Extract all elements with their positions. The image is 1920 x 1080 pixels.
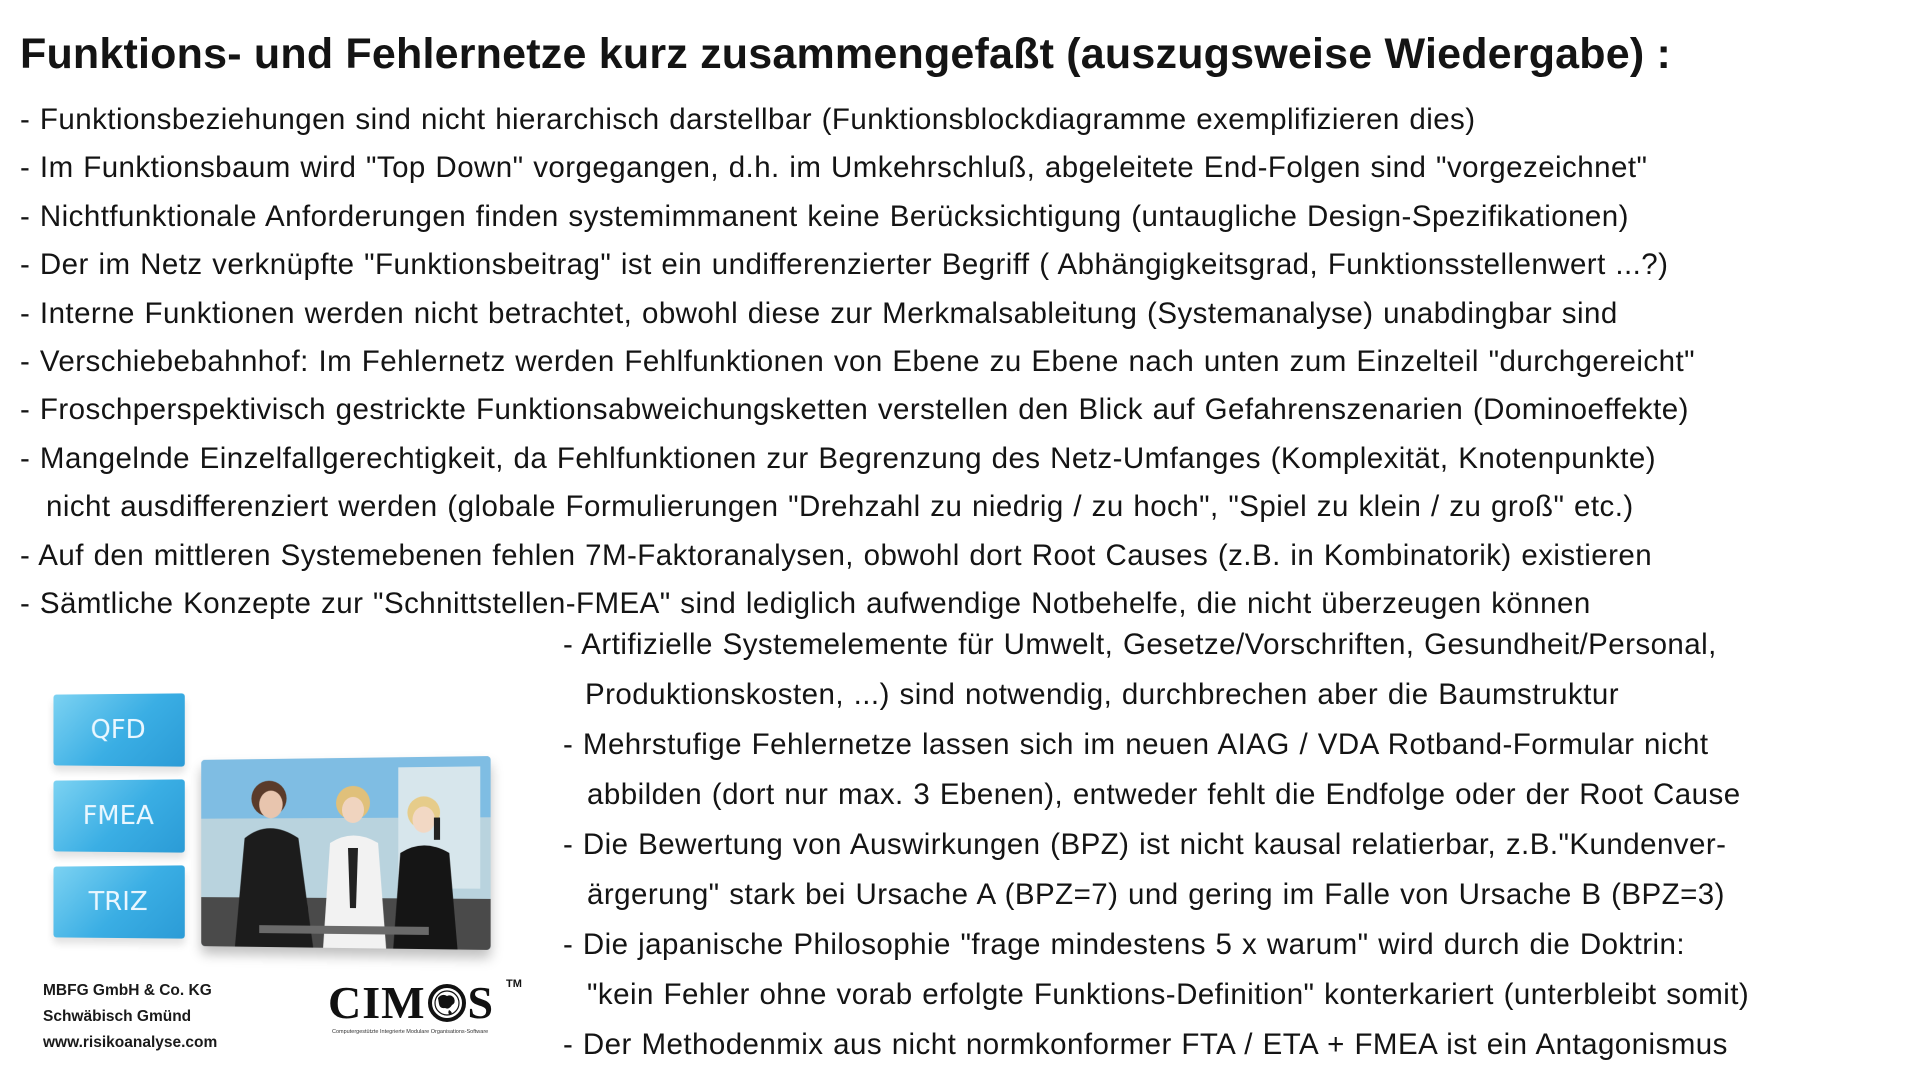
company-website: www.risikoanalyse.com <box>43 1034 218 1051</box>
logo-text-right: S <box>467 977 495 1028</box>
fmea-tile: FMEA <box>53 779 184 852</box>
logo-text-left: CIM <box>328 977 426 1028</box>
page-title: Funktions- und Fehlernetze kurz zusammengefaßt (auszugsweise Wiedergabe) : <box>20 30 1672 78</box>
logo-tagline: Computergestützte Integrierte Modulare Organisations-Software <box>332 1029 489 1035</box>
triz-tile: TRIZ <box>53 865 184 938</box>
sub-bullet-item: - Die japanische Philosophie "frage mindestens 5 x warum" wird durch die Doktrin: <box>563 928 1686 961</box>
sub-bullet-continuation-text: ärgerung" stark bei Ursache A (BPZ=7) und gering im Falle von Ursache B (BPZ=3) <box>587 878 1725 911</box>
main-bullet-list <box>20 96 1920 628</box>
logo-trademark: TM <box>506 978 522 990</box>
sub-bullet-item: - Artifizielle Systemelemente für Umwelt, Gesetze/Vorschriften, Gesundheit/Personal, <box>563 628 1717 661</box>
bullet-item: - Sämtliche Konzepte zur "Schnittstellen-FMEA" sind lediglich aufwendige Notbehelfe, die nicht überzeugen können <box>20 587 1591 621</box>
company-name: MBFG GmbH & Co. KG <box>43 982 212 999</box>
sub-bullet-continuation <box>563 870 1913 920</box>
bullet-item: - Froschperspektivisch gestrickte Funktionsabweichungsketten verstellen den Blick auf Gefahrenszenarien (Dominoeffekte) <box>20 393 1689 427</box>
team-photo-illustration <box>201 756 490 950</box>
logo-wordmark <box>328 978 528 1028</box>
sub-bullet-item: - Der Methodenmix aus nicht normkonformer FTA / ETA + FMEA ist ein Antagonismus <box>563 1028 1728 1061</box>
sub-bullet-item: - Die Bewertung von Auswirkungen (BPZ) ist nicht kausal relatierbar, z.B."Kundenver- <box>563 828 1727 861</box>
sub-bullet-continuation <box>563 970 1913 1020</box>
sub-bullet-continuation <box>563 670 1913 720</box>
bullet-item: - Mangelnde Einzelfallgerechtigkeit, da Fehlfunktionen zur Begrenzung des Netz-Umfanges (Komplexität, Knotenpunkte) <box>20 441 1656 475</box>
sub-bullet-item: - Mehrstufige Fehlernetze lassen sich im neuen AIAG / VDA Rotband-Formular nicht <box>563 728 1709 761</box>
sub-bullet-continuation-text: "kein Fehler ohne vorab erfolgte Funktions-Definition" konterkariert (unterbleibt somit) <box>587 978 1750 1011</box>
bullet-item: - Der im Netz verknüpfte "Funktionsbeitrag" ist ein undifferenzierter Begriff ( Abhängigkeitsgrad, Funktionsstellenwert ...?) <box>20 248 1669 282</box>
globe-icon <box>427 983 467 1023</box>
promo-visual <box>40 690 540 950</box>
bullet-item-continuation <box>20 483 1920 531</box>
team-photo <box>201 756 490 950</box>
bullet-continuation-text: nicht ausdifferenziert werden (globale Formulierungen "Drehzahl zu niedrig / zu hoch", "Spiel zu klein / zu groß" etc.) <box>46 490 1634 524</box>
bullet-item: - Im Funktionsbaum wird "Top Down" vorgegangen, d.h. im Umkehrschluß, abgeleitete End-Folgen sind "vorgezeichnet" <box>20 151 1648 185</box>
bullet-item: - Interne Funktionen werden nicht betrachtet, obwohl diese zur Merkmalsableitung (Systemanalyse) unabdingbar sind <box>20 296 1618 330</box>
bullet-item: - Auf den mittleren Systemebenen fehlen 7M-Faktoranalysen, obwohl dort Root Causes (z.B. in Kombinatorik) existieren <box>20 538 1653 572</box>
sub-bullet-continuation <box>563 770 1913 820</box>
bullet-item: - Funktionsbeziehungen sind nicht hierarchisch darstellbar (Funktionsblockdiagramme exemplifizieren dies) <box>20 103 1476 136</box>
bullet-item: - Verschiebebahnhof: Im Fehlernetz werden Fehlfunktionen von Ebene zu Ebene nach unten zum Einzelteil "durchgereicht" <box>20 345 1696 379</box>
sub-bullet-list <box>563 620 1913 1070</box>
qfd-tile: QFD <box>53 693 184 766</box>
sub-bullet-continuation-text: Produktionskosten, ...) sind notwendig, durchbrechen aber die Baumstruktur <box>585 678 1620 711</box>
company-city: Schwäbisch Gmünd <box>43 1008 192 1025</box>
cimos-logo <box>328 978 528 1048</box>
company-info <box>43 978 217 1056</box>
bullet-item: - Nichtfunktionale Anforderungen finden systemimmanent keine Berücksichtigung (untaugliche Design-Spezifikationen) <box>20 199 1629 233</box>
sub-bullet-continuation-text: abbilden (dort nur max. 3 Ebenen), entweder fehlt die Endfolge oder der Root Cause <box>587 778 1741 811</box>
